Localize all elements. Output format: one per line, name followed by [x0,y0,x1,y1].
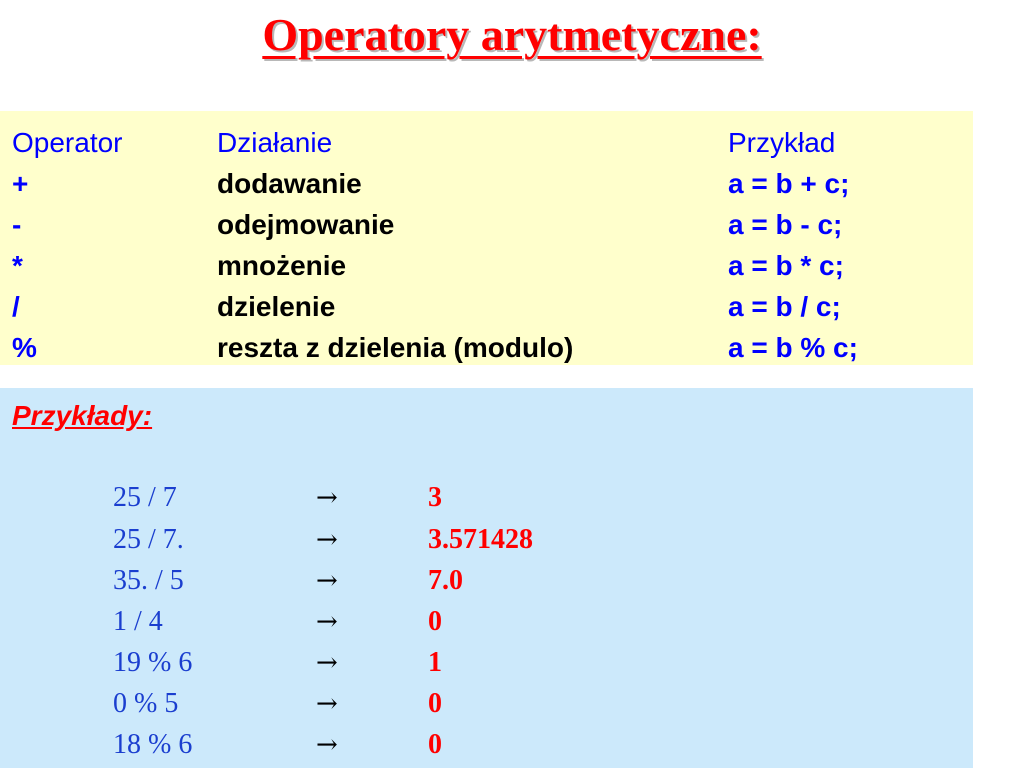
operator-example: a = b / c; [728,291,841,322]
operator-action: mnożenie [217,250,347,281]
example-result: 3 [428,482,442,513]
operator-symbol: % [12,332,37,363]
right-arrow-icon: → [316,607,338,637]
operator-row [0,328,973,368]
right-arrow-icon: → [316,525,338,555]
example-row [0,602,973,642]
operator-symbol: - [12,209,22,240]
operator-action: odejmowanie [217,209,395,240]
example-row [0,520,973,560]
example-expression: 25 / 7 [113,482,177,513]
operator-action: reszta z dzielenia (modulo) [217,332,574,363]
operator-example: a = b - c; [728,209,843,240]
operator-action: dzielenie [217,291,336,322]
operator-example: a = b % c; [728,332,858,363]
right-arrow-icon: → [316,730,338,760]
example-result: 3.571428 [428,524,533,555]
example-result: 0 [428,606,442,637]
header-example: Przykład [728,127,836,158]
example-row [0,478,973,518]
operator-symbol: * [12,250,23,281]
example-result: 7.0 [428,565,463,596]
operator-symbol: / [12,291,20,322]
example-expression: 0 % 5 [113,688,179,719]
operator-symbol: + [12,168,29,199]
example-row [0,561,973,601]
operator-row [0,164,973,204]
operator-action: dodawanie [217,168,362,199]
example-row [0,684,973,724]
right-arrow-icon: → [316,689,338,719]
example-result: 0 [428,688,442,719]
example-row [0,725,973,765]
example-expression: 1 / 4 [113,606,163,637]
right-arrow-icon: → [316,566,338,596]
example-result: 0 [428,729,442,760]
header-action: Działanie [217,127,333,158]
example-expression: 25 / 7. [113,524,184,555]
example-expression: 18 % 6 [113,729,193,760]
operator-row [0,287,973,327]
operators-table-header [0,123,973,163]
example-row [0,643,973,683]
operator-example: a = b * c; [728,250,844,281]
header-operator: Operator [12,127,123,158]
right-arrow-icon: → [316,483,338,513]
operator-row [0,246,973,286]
operator-example: a = b + c; [728,168,850,199]
example-expression: 19 % 6 [113,647,193,678]
right-arrow-icon: → [316,648,338,678]
example-result: 1 [428,647,442,678]
slide-title: Operatory arytmetyczne: [262,9,762,60]
operators-table [0,111,973,365]
operator-row [0,205,973,245]
example-expression: 35. / 5 [113,565,184,596]
examples-heading: Przykłady: [12,400,153,431]
